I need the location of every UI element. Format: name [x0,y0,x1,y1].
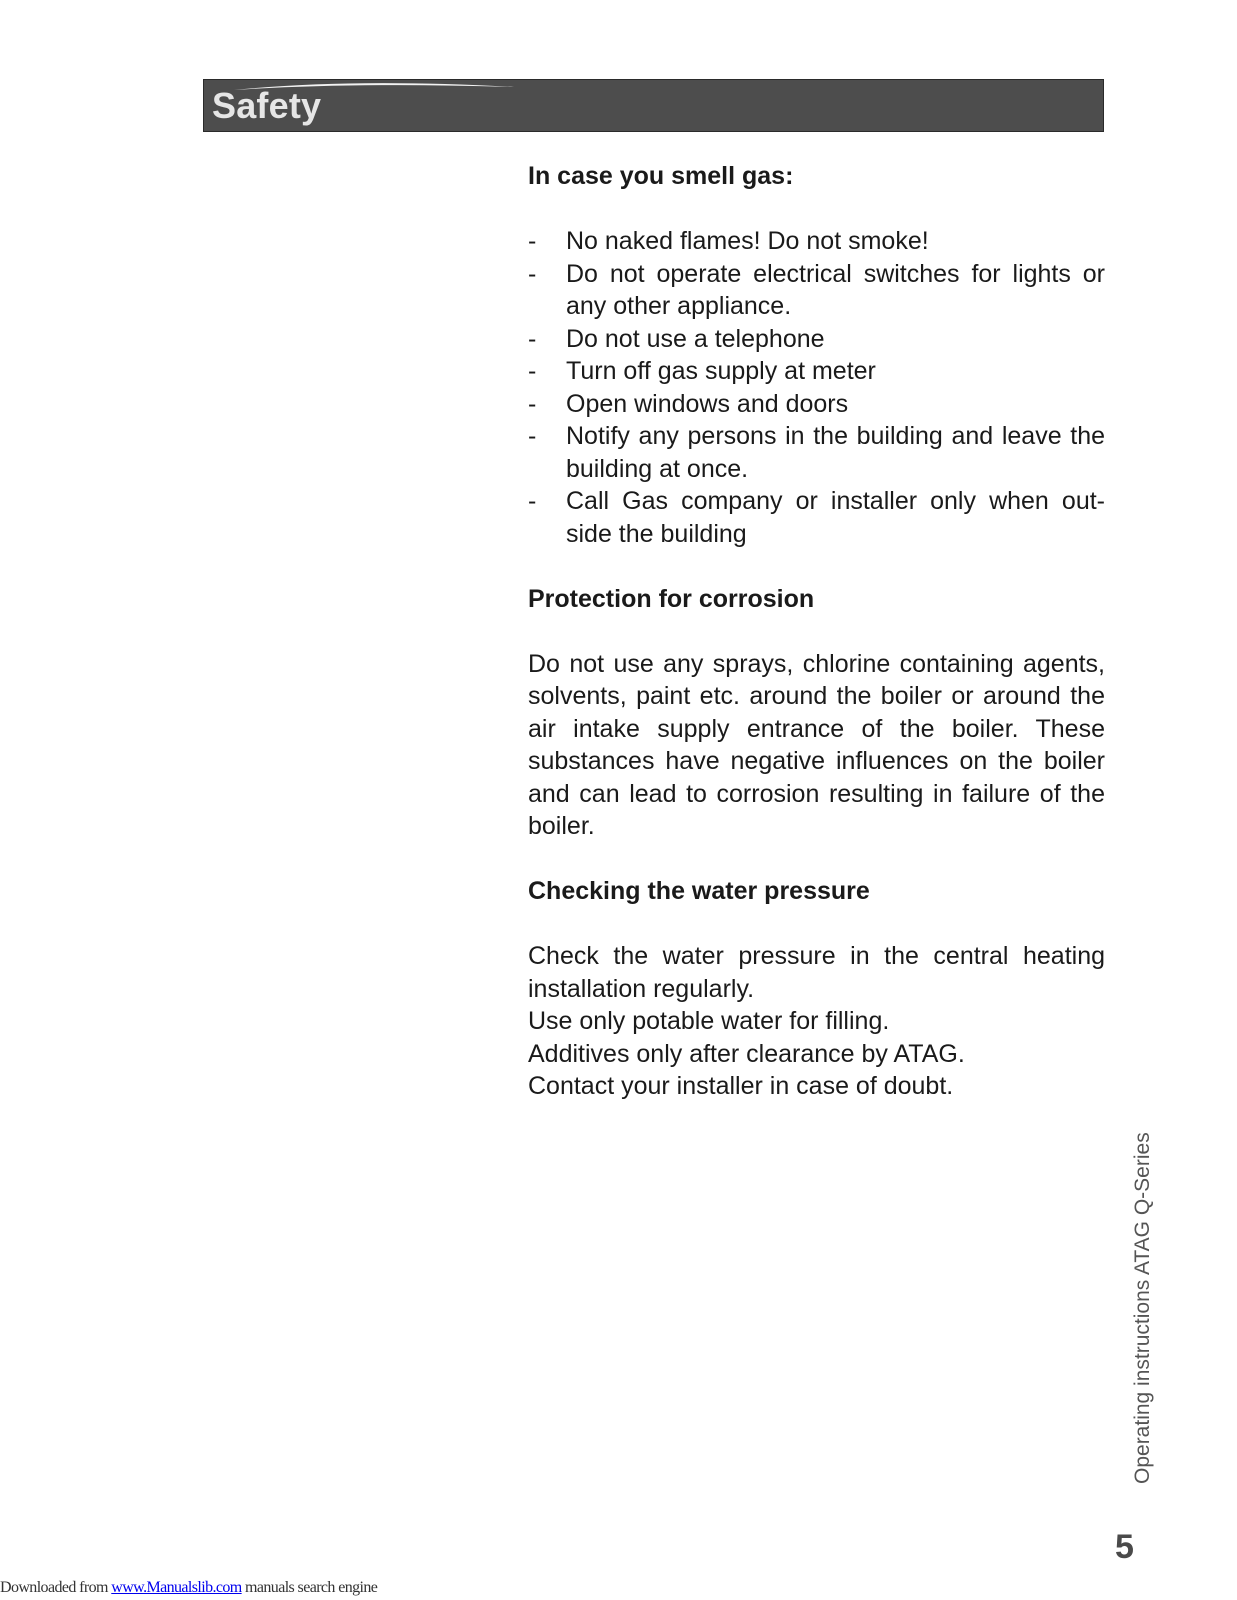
main-content [528,160,1105,1103]
download-footer [0,1578,377,1598]
list-item: - Call Gas company or installer only when out-side the building [528,487,1105,548]
manualslib-link[interactable]: www.Manualslib.com [111,1579,242,1596]
footer-prefix: Downloaded from [0,1579,112,1596]
list-item: - Open windows and doors [528,389,849,418]
list-item: - Do not operate electrical switches for lights or any other appliance. [528,259,1105,320]
section-header-bar [203,79,1104,132]
list-item: - Do not use a telephone [528,324,825,353]
document-side-title: Operating instructions ATAG Q-Series [1131,1132,1154,1484]
section-title: Safety [212,85,322,126]
pressure-line: Additives only after clearance by ATAG. [528,1039,965,1068]
pressure-line: Check the water pressure in the central heating installation regularly. [528,942,1105,1003]
pressure-heading: Checking the water pressure [528,877,870,905]
gas-heading: In case you smell gas: [528,162,794,190]
pressure-line: Use only potable water for filling. [528,1007,890,1035]
footer-suffix: manuals search engine [241,1579,378,1596]
gas-instructions-list [528,225,1105,550]
list-item: - Notify any persons in the building and leave the building at once. [528,422,1105,483]
corrosion-paragraph: Do not use any sprays, chlorine containing agents, solvents, paint etc. around the boiler or around the air intake supply entrance of the boiler. These substances have negative influences on the boiler and can lead to corrosion resulting in failure of the boiler. [528,649,1105,840]
list-item: - No naked flames! Do not smoke! [528,227,929,255]
pressure-paragraph [528,940,1105,1103]
page-number: 5 [1115,1528,1134,1566]
corrosion-heading: Protection for corrosion [528,584,815,613]
list-item: - Turn off gas supply at meter [528,357,876,385]
pressure-line: Contact your installer in case of doubt. [528,1072,954,1100]
